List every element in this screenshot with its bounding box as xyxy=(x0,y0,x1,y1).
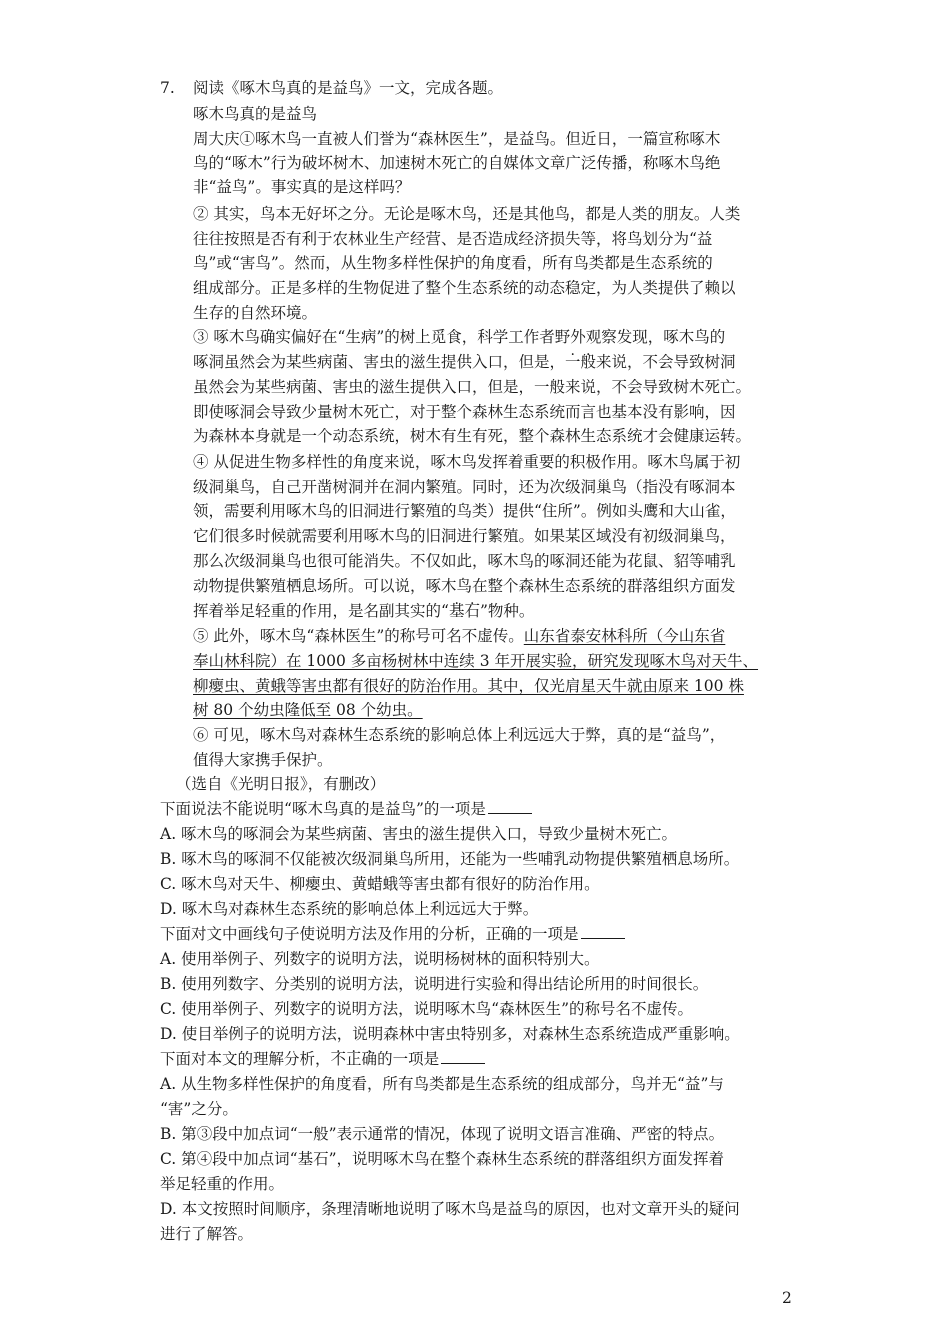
emphasis-char: 基 xyxy=(448,602,465,620)
emphasis-char: 正 xyxy=(346,1050,362,1068)
question-stem xyxy=(160,1047,485,1071)
answer-blank[interactable] xyxy=(581,924,625,939)
paragraph-line: 那么次级洞巢鸟也很可能消失。不仅如此，啄木鸟的啄洞还能为花鼠、貂等哺乳 xyxy=(193,552,736,570)
option-d-cont: 进行了解答。 xyxy=(160,1225,254,1243)
option-c: C. 第④段中加点词“基石”，说明啄木鸟在整个森林生态系统的群落组织方面发挥着 xyxy=(160,1150,725,1168)
text: 下面说法 xyxy=(160,800,223,818)
underlined-line: 树 80 个幼虫隆低至 08 个幼虫。 xyxy=(193,701,423,719)
option-d: D. 啄木鸟对森林生态系统的影响总体上利远远大于弊。 xyxy=(160,900,539,918)
paragraph-line: ⑥ 可见，啄木鸟对森林生态系统的影响总体上利远远大于弊，真的是“益鸟”， xyxy=(193,726,726,744)
option-c: C. 使用举例子、列数字的说明方法，说明啄木鸟“森林医生”的称号名不虚传。 xyxy=(160,1000,694,1018)
paragraph-line: 动物提供繁殖栖息场所。可以说，啄木鸟在整个森林生态系统的群落组织方面发 xyxy=(193,577,736,595)
paragraph-line-dotted xyxy=(193,599,534,623)
paragraph-line: 鸟的“啄木”行为破坏树木、加速树木死亡的自媒体文章广泛传播，称啄木鸟绝 xyxy=(193,154,721,172)
paragraph-line: 级洞巢鸟，自己开凿树洞并在洞内繁殖。同时，还为次级洞巢鸟（指没有啄洞本 xyxy=(193,478,736,496)
underlined-line: 奉山林科院）在 1000 多亩杨树林中连续 3 年开展实验，研究发现啄木鸟对天牛、 xyxy=(193,652,759,670)
emphasis-char: 一 xyxy=(565,353,581,371)
paragraph-line: 周大庆①啄木鸟一直被人们誉为“森林医生”，是益鸟。但近日，一篇宣称啄木 xyxy=(193,130,721,148)
paragraph-line-dotted xyxy=(193,350,736,374)
option-c-cont: 举足轻重的作用。 xyxy=(160,1175,285,1193)
question-number: 7. xyxy=(160,79,175,97)
emphasis-char: 不 xyxy=(222,800,238,818)
text: 说明“啄木鸟真的是益鸟”的一项是 xyxy=(253,800,486,818)
option-b: B. 第③段中加点词“一般”表示通常的情况，体现了说明文语言准确、严密的特点。 xyxy=(160,1125,725,1143)
option-d: D. 本文按照时间顺序，条理清晰地说明了啄木鸟是益鸟的原因，也对文章开头的疑问 xyxy=(160,1200,740,1218)
paragraph-line: 为森林本身就是一个动态系统，树木有生有死，整个森林生态系统才会健康运转。 xyxy=(193,427,752,445)
text: ⑤ 此外，啄木鸟“森林医生”的称号可名不虚传。 xyxy=(193,627,524,645)
paragraph-line: 值得大家携手保护。 xyxy=(193,751,333,769)
answer-blank[interactable] xyxy=(488,799,532,814)
article-title: 啄木鸟真的是益鸟 xyxy=(193,105,318,123)
text: ”物种。 xyxy=(479,602,535,620)
paragraph-line: 往往按照是否有利于农林业生产经营、是否造成经济损失等，将鸟划分为“益 xyxy=(193,230,713,248)
question-stem xyxy=(160,922,625,946)
page-number: 2 xyxy=(782,1289,792,1307)
option-a: A. 使用举例子、列数字的说明方法，说明杨树林的面积特别大。 xyxy=(160,950,600,968)
source-note: （选自《光明日报》，有删改） xyxy=(176,775,386,793)
underlined-line: 柳瘿虫、黄蛾等害虫都有很好的防治作用。其中，仅光肩星天牛就由原来 100 株 xyxy=(193,677,744,695)
underlined-text: 山东省泰安林科所（今山东省 xyxy=(523,627,726,645)
paragraph-line: ② 其实，鸟本无好坏之分。无论是啄木鸟，还是其他鸟，都是人类的朋友。人类 xyxy=(193,205,741,223)
text: 啄洞虽然会为某些病菌、害虫的滋生提供入口，但是， xyxy=(193,353,566,371)
option-b: B. 使用列数字、分类别的说明方法，说明进行实验和得出结论所用的时间很长。 xyxy=(160,975,709,993)
text: 下面对本文的理解分析， xyxy=(160,1050,331,1068)
option-a-cont: “害”之分。 xyxy=(160,1100,238,1118)
emphasis-char: 确 xyxy=(361,1050,378,1068)
option-a: A. 从生物多样性保护的角度看，所有鸟类都是生态系统的组成部分，鸟并无“益”与 xyxy=(160,1075,724,1093)
answer-blank[interactable] xyxy=(441,1049,485,1064)
emphasis-char: 般 xyxy=(580,353,597,371)
paragraph-line: 领，需要利用啄木鸟的旧洞进行繁殖的鸟类）提供“住所”。例如头鹰和大山雀， xyxy=(193,502,736,520)
option-b: B. 啄木鸟的啄洞不仅能被次级洞巢鸟所用，还能为一些哺乳动物提供繁殖栖息场所。 xyxy=(160,850,740,868)
text: 的一项是 xyxy=(377,1050,440,1068)
emphasis-char: 能 xyxy=(237,800,254,818)
emphasis-char: 不 xyxy=(330,1050,347,1068)
text: 来说，不会导致树洞 xyxy=(596,353,736,371)
question-prompt: 阅读《啄木鸟真的是益鸟》一文，完成各题。 xyxy=(193,79,504,97)
paragraph-line: 鸟”或“害鸟”。然而，从生物多样性保护的角度看，所有鸟类都是生态系统的 xyxy=(193,254,713,272)
paragraph-line: 组成部分。正是多样的生物促进了整个生态系统的动态稳定，为人类提供了赖以 xyxy=(193,279,736,297)
option-c: C. 啄木鸟对天牛、柳瘿虫、黄蜡蛾等害虫都有很好的防治作用。 xyxy=(160,875,600,893)
option-d: D. 使目举例子的说明方法，说明森林中害虫特别多，对森林生态系统造成严重影响。 xyxy=(160,1025,740,1043)
paragraph-line: 它们很多时候就需要利用啄木鸟的旧洞进行繁殖。如果某区域没有初级洞巢鸟， xyxy=(193,527,736,545)
paragraph-line: 生存的自然环境。 xyxy=(193,304,318,322)
emphasis-char: 石 xyxy=(464,602,480,620)
question-stem xyxy=(160,797,532,821)
paragraph-line: ④ 从促进生物多样性的角度来说，啄木鸟发挥着重要的积极作用。啄木鸟属于初 xyxy=(193,453,741,471)
text: 挥着举足轻重的作用，是名副其实的“ xyxy=(193,602,449,620)
paragraph-line: 虽然会为某些病菌、害虫的滋生提供入口，但是，一般来说，不会导致树木死亡。 xyxy=(193,378,752,396)
paragraph-line: ③ 啄木鸟确实偏好在“生病”的树上觅食，科学工作者野外观察发现，啄木鸟的 xyxy=(193,328,726,346)
paragraph-line: 非“益鸟”。事实真的是这样吗？ xyxy=(193,178,411,196)
paragraph-line xyxy=(193,624,725,648)
option-a: A. 啄木鸟的啄洞会为某些病菌、害虫的滋生提供入口，导致少量树木死亡。 xyxy=(160,825,678,843)
text: 下面对文中画线句子使说明方法及作用的分析，正确的一项是 xyxy=(160,925,579,943)
paragraph-line: 即使啄洞会导致少量树木死亡，对于整个森林生态系统而言也基本没有影响，因 xyxy=(193,403,736,421)
